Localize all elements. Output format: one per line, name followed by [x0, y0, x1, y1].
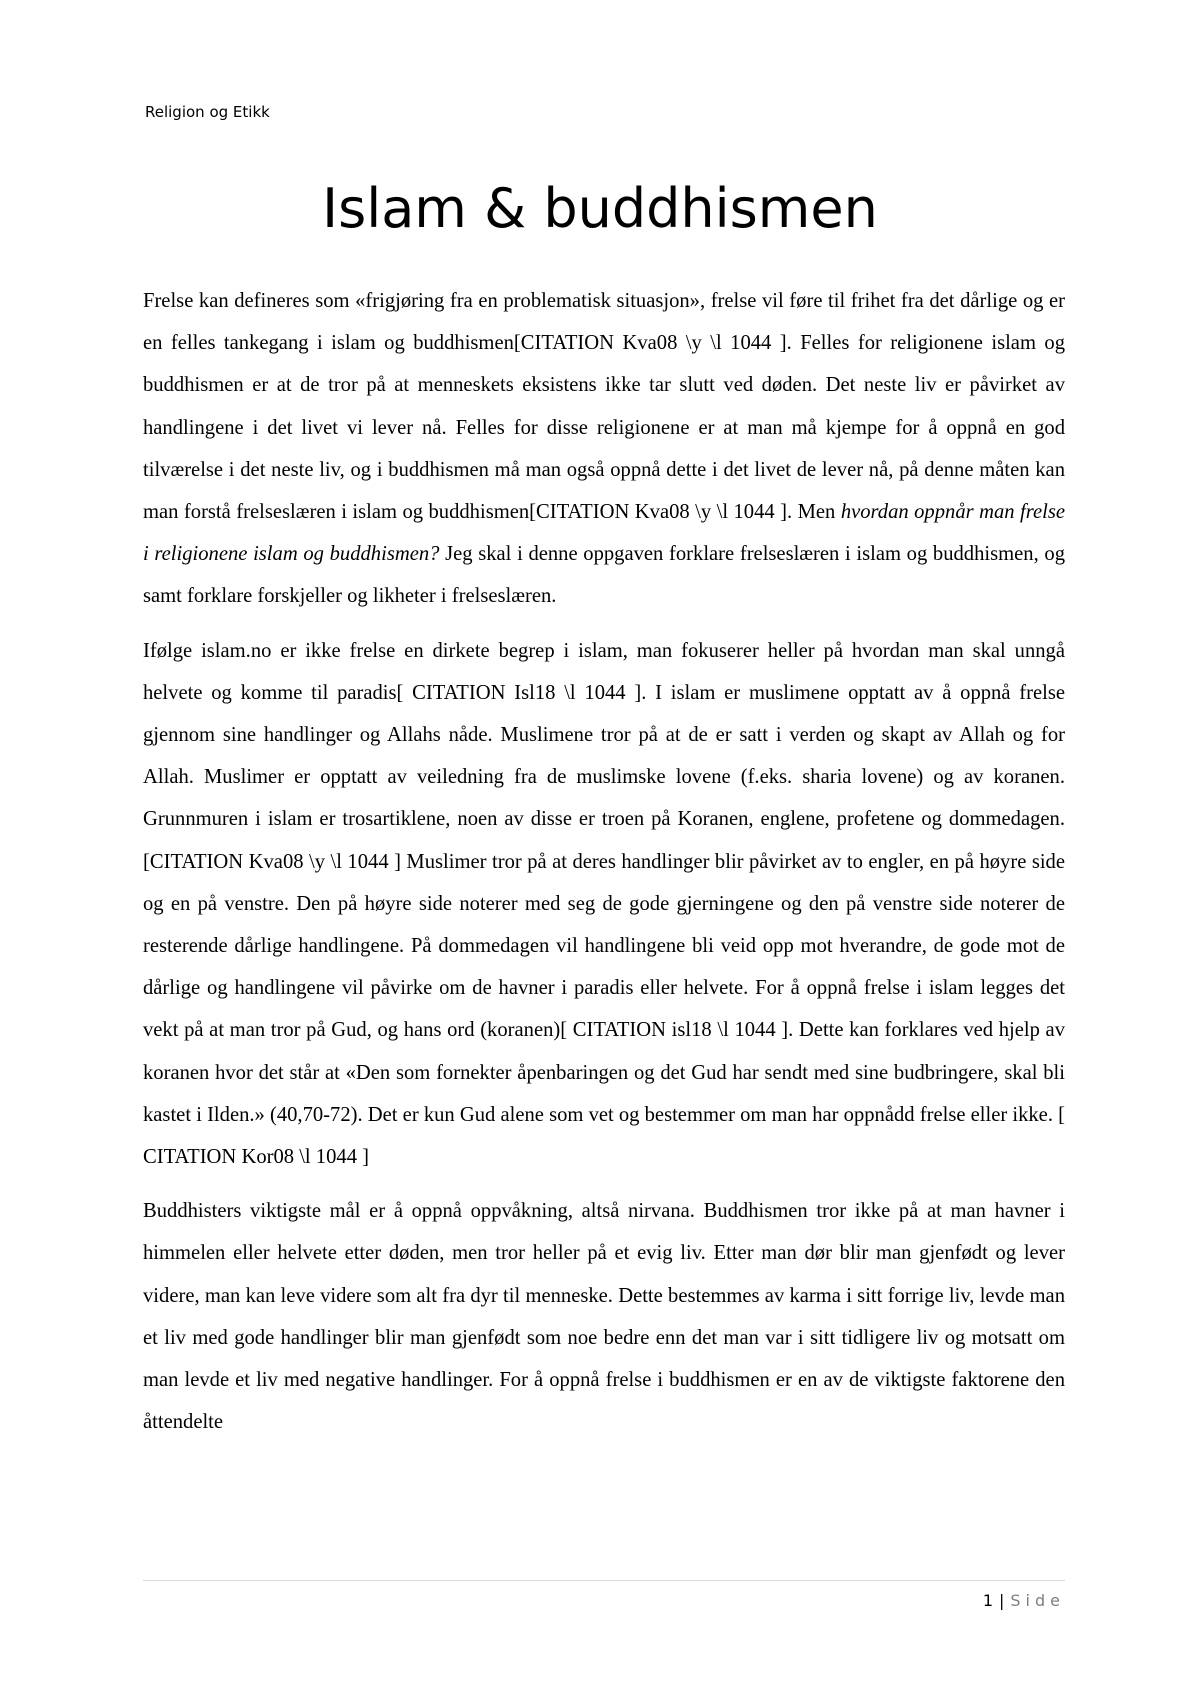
paragraph-intro [143, 280, 1065, 618]
footer-divider [143, 1580, 1065, 1581]
document-title: Islam & buddhismen [322, 177, 878, 240]
paragraph-intro-text: Frelse kan defineres som «frigjøring fra en problematisk situasjon», frelse vil føre til frihet fra det dårlige og er en felles tankegang i islam og buddhismen[CITATION Kva08 \y \l 1044 ]. Felles for religionene islam og buddhismen er at de tror på at menneskets eksistens ikke tar slutt ved døden. Det neste liv er påvirket av handlingene i det livet vi lever nå. Felles for disse religionene er at man må kjempe for å oppnå en god tilværelse i det neste liv, og i buddhismen må man også oppnå dette i det livet de lever nå, på denne måten kan man forstå frelseslæren i islam og buddhismen[CITATION Kva08 \y \l 1044 ]. Men [143, 290, 1065, 524]
footer-separator: | [999, 1591, 1005, 1610]
document-body [143, 280, 1065, 1570]
page-footer [983, 1591, 1065, 1610]
paragraph-intro-text-end: Jeg skal i denne oppgaven forklare frelseslæren i islam og buddhismen, og samt forklare forskjeller og likheter i frelseslæren. [143, 543, 1065, 608]
paragraph-islam: Ifølge islam.no er ikke frelse en dirkete begrep i islam, man fokuserer heller på hvordan man skal unngå helvete og komme til paradis[ CITATION Isl18 \l 1044 ]. I islam er muslimene opptatt av å oppnå frelse gjennom sine handlinger og Allahs nåde. Muslimene tror på at de er satt i verden og skapt av Allah og for Allah. Muslimer er opptatt av veiledning fra de muslimske lovene (f.eks. sharia lovene) og av koranen. Grunnmuren i islam er trosartiklene, noen av disse er troen på Koranen, englene, profetene og dommedagen.[CITATION Kva08 \y \l 1044 ] Muslimer tror på at deres handlinger blir påvirket av to engler, en på høyre side og en på venstre. Den på høyre side noterer med seg de gode gjerningene og den på venstre side noterer de resterende dårlige handlingene. På dommedagen vil handlingene bli veid opp mot hverandre, de gode mot de dårlige og handlingene vil påvirke om de havner i paradis eller helvete. For å oppnå frelse i islam legges det vekt på at man tror på Gud, og hans ord (koranen)[ CITATION isl18 \l 1044 ]. Dette kan forklares ved hjelp av koranen hvor det står at «Den som fornekter åpenbaringen og det Gud har sendt med sine budbringere, skal bli kastet i Ilden.» (40,70-72). Det er kun Gud alene som vet og bestemmer om man har oppnådd frelse eller ikke. [ CITATION Kor08 \l 1044 ] [143, 639, 1065, 1169]
page-label: Side [1010, 1591, 1065, 1610]
research-question: hvordan oppnår man frelse i religionene islam og buddhismen? [143, 501, 1065, 566]
paragraph-buddhism: Buddhisters viktigste mål er å oppnå oppvåkning, altså nirvana. Buddhismen tror ikke på at man havner i himmelen eller helvete etter døden, men tror heller på et evig liv. Etter man dør blir man gjenfødt og lever videre, man kan leve videre som alt fra dyr til menneske. Dette bestemmes av karma i sitt forrige liv, levde man et liv med gode handlinger blir man gjenfødt som noe bedre enn det man var i sitt tidligere liv og motsatt om man levde et liv med negative handlinger. For å oppnå frelse i buddhismen er en av de viktigste faktorene den åttendelte [143, 1200, 1065, 1434]
page-header: Religion og Etikk [145, 103, 270, 121]
page-number: 1 [982, 1591, 993, 1610]
